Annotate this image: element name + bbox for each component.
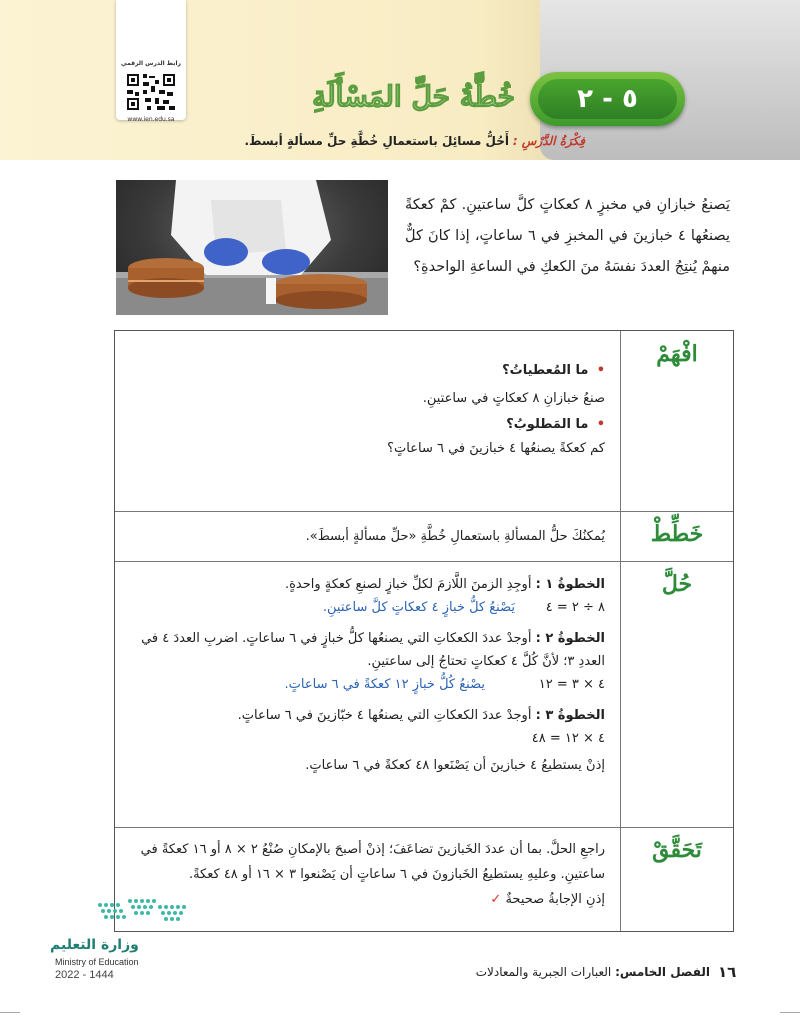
given-answer: صنعُ خبازانِ ٨ كعكاتٍ في ساعتينِ. xyxy=(422,391,605,406)
row-divider xyxy=(115,561,733,562)
step2-text-b: العددِ ٣؛ لأنَّ كُلَّ ٤ كعكاتٍ تحتاجُ إلى ساعتينِ. xyxy=(367,654,605,669)
lesson-idea xyxy=(245,134,586,148)
check-line-3-row xyxy=(125,887,605,912)
row-divider xyxy=(115,511,733,512)
bullet-icon: • xyxy=(596,363,605,378)
qr-site-url[interactable]: www.ien.edu.sa xyxy=(127,116,175,123)
understand-content xyxy=(125,359,605,461)
page-number: ١٦ xyxy=(718,963,737,981)
four-step-table xyxy=(114,330,734,932)
check-mark-icon: ✓ xyxy=(490,892,502,907)
lesson-idea-text: أَحُلُّ مسائِلَ باستعمالِ خُطَّةِ حلِّ مسألةٍ أبسطَ. xyxy=(244,134,509,148)
check-line-1: راجعِ الحلَّ. بما أن عددَ الخَبازينَ تضاعَفَ؛ إذنْ أصبحَ بالإمكانِ صُنْعُ ٢ × ٨ أو ١٦ كعكةً في xyxy=(140,842,605,857)
crop-mark xyxy=(0,1012,20,1013)
step1-label: الخطوةُ ١ : xyxy=(535,577,605,592)
asked-question: ما المَطلوبُ؟ xyxy=(506,417,589,432)
given-question: ما المُعطياتُ؟ xyxy=(502,363,589,378)
step1-note: يَصْنعُ كلُّ خبازٍ ٤ كعكاتٍ كلَّ ساعتينِ. xyxy=(322,600,515,615)
problem-statement: يَصنعُ خبازانِ في مخبزٍ ٨ كعكاتٍ كلَّ ساعتينِ. كمْ كعكةً يصنعُها ٤ خبازينَ في المخبزِ في ٦ ساعاتٍ، إذا كانَ كلٌّ منهمْ يُنتِجُ العددَ نفسَهُ منَ الكعكِ في الساعةِ الواحدةِ؟ xyxy=(405,197,730,275)
step3-result: إذنْ يستطيعُ ٤ خبازينَ أن يَصْنَعوا ٤٨ كعكةً في ٦ ساعاتٍ. xyxy=(305,758,605,773)
step2-text-a: أوجدْ عددَ الكعكاتِ التي يصنعُها كلُّ خبازٍ في ٦ ساعاتٍ. اضربِ العددَ ٤ في xyxy=(141,631,532,646)
check-line-2: ساعتينِ. وعليهِ يستطيعُ الخَبازونَ في ٦ ساعاتٍ أن يَصْنعوا ٣ × ١٦ أو ٤٨ كعكةً. xyxy=(188,867,605,882)
baker-illustration-icon xyxy=(116,180,388,315)
lesson-number: ٥ - ٢ xyxy=(538,79,677,119)
ministry-name-ar: وزارة التعليم xyxy=(50,937,139,953)
bullet-icon: • xyxy=(596,417,605,432)
chapter-label: الفصل الخامس: xyxy=(615,965,710,979)
understand-label: افْهَمْ xyxy=(656,341,698,367)
baker-photo xyxy=(116,180,388,315)
step2-label: الخطوةُ ٢ : xyxy=(535,631,605,646)
chapter-title xyxy=(440,965,710,979)
asked-question-row xyxy=(125,413,605,437)
asked-answer: كم كعكةً يصنعُها ٤ خبازينَ في ٦ ساعاتٍ؟ xyxy=(387,441,605,456)
qr-caption: رابط الدرس الرقمي xyxy=(121,60,181,67)
step1-equation: ٨ ÷ ٢ = ٤ xyxy=(545,600,605,615)
step3-row xyxy=(125,704,605,727)
step1-text: أوجِدِ الزمنَ اللَّازمَ لكلِّ خبازٍ لصنعِ كعكةٍ واحدةٍ. xyxy=(284,577,532,592)
ministry-year: 2022 - 1444 xyxy=(55,969,114,981)
chapter-name: العبارات الجبرية والمعادلات xyxy=(475,965,612,979)
solve-label: حُلَّ xyxy=(661,571,693,597)
step1-equation-row xyxy=(125,596,605,619)
step3-label: الخطوةُ ٣ : xyxy=(535,708,605,723)
crop-mark xyxy=(780,1012,800,1013)
step3-text: أوجدْ عددَ الكعكاتِ التي يصنعُها ٤ خبّازينَ في ٦ ساعاتٍ. xyxy=(237,708,532,723)
lesson-title: خُطَّةُ حَلِّ المَسْأَلَةِ xyxy=(312,80,515,113)
ministry-logo-icon xyxy=(95,893,190,933)
plan-text: يُمكنُكَ حلُّ المسألةِ باستعمالِ خُطَّةِ «حلِّ مسألةٍ أبسطَ». xyxy=(305,529,605,544)
lesson-number-badge xyxy=(530,72,685,126)
ministry-name-en: Ministry of Education xyxy=(55,957,139,967)
step3-equation: ٤ × ١٢ = ٤٨ xyxy=(531,731,605,746)
step2-row xyxy=(125,627,605,650)
step2-equation-row xyxy=(125,673,605,696)
qr-card[interactable] xyxy=(116,0,186,123)
plan-label: خَطِّطْ xyxy=(650,521,704,547)
step2-equation: ٤ × ٣ = ١٢ xyxy=(538,677,605,692)
step1-row xyxy=(125,573,605,596)
solve-content xyxy=(125,573,605,777)
check-line-3: إذنِ الإجابةُ صحيحةٌ xyxy=(505,892,605,907)
qr-code-icon[interactable] xyxy=(125,72,177,112)
lesson-idea-label: فِكْرَةُ الدَّرْسِ : xyxy=(512,134,585,148)
check-content xyxy=(125,837,605,912)
row-divider xyxy=(115,827,733,828)
step2-note: يصْنعُ كُلُّ خبازٍ ١٢ كعكةً في ٦ ساعاتٍ. xyxy=(284,677,485,692)
given-question-row xyxy=(125,359,605,383)
check-label: تَحَقَّقْ xyxy=(652,837,702,863)
